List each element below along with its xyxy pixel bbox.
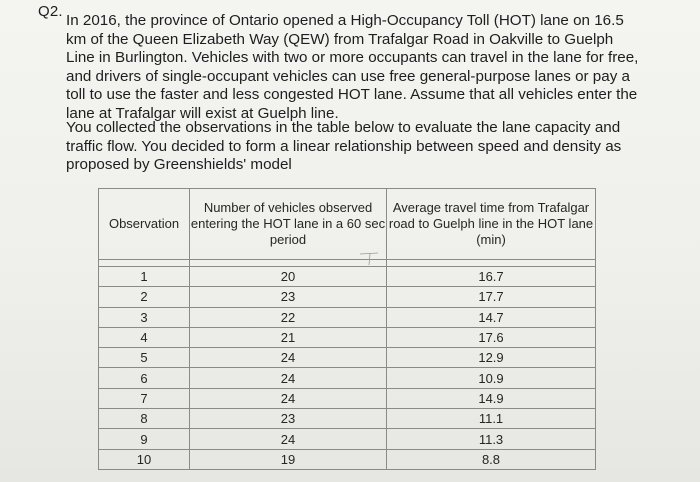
cell-travel-time: 17.7 — [387, 287, 596, 307]
cell-travel-time: 12.9 — [387, 348, 596, 368]
cell-travel-time: 8.8 — [387, 449, 596, 469]
table-row — [99, 409, 596, 429]
cell-travel-time: 14.9 — [387, 388, 596, 408]
cell-observation: 4 — [99, 327, 190, 347]
table-row — [99, 348, 596, 368]
cell-observation: 7 — [99, 388, 190, 408]
pencil-mark-icon — [358, 252, 380, 266]
table-row — [99, 368, 596, 388]
table-row — [99, 327, 596, 347]
table-header-row — [99, 189, 596, 260]
cell-observation: 6 — [99, 368, 190, 388]
cell-travel-time: 11.3 — [387, 429, 596, 449]
table-row — [99, 267, 596, 287]
cell-travel-time: 14.7 — [387, 307, 596, 327]
table-row — [99, 287, 596, 307]
cell-vehicle-count: 22 — [190, 307, 387, 327]
cell-observation: 3 — [99, 307, 190, 327]
cell-vehicle-count: 23 — [190, 287, 387, 307]
header-travel-time: Average travel time from Trafalgar road to Guelph line in the HOT lane (min) — [387, 189, 596, 260]
cell-travel-time: 11.1 — [387, 409, 596, 429]
cell-vehicle-count: 24 — [190, 388, 387, 408]
cell-vehicle-count: 20 — [190, 267, 387, 287]
table-row — [99, 388, 596, 408]
cell-travel-time: 16.7 — [387, 267, 596, 287]
header-vehicle-count: Number of vehicles observed entering the HOT lane in a 60 sec period — [190, 189, 387, 260]
problem-task-paragraph: You collected the observations in the table below to evaluate the lane capacity and traffic flow. You decided to form a linear relationship between speed and density as proposed by Greenshields' model — [66, 119, 622, 174]
header-observation: Observation — [99, 189, 190, 260]
table-spacer-row — [99, 260, 596, 267]
cell-observation: 5 — [99, 348, 190, 368]
question-number: Q2. — [38, 3, 63, 20]
cell-vehicle-count: 24 — [190, 368, 387, 388]
observations-table-container — [98, 188, 596, 470]
cell-vehicle-count: 21 — [190, 327, 387, 347]
cell-observation: 9 — [99, 429, 190, 449]
table-row — [99, 449, 596, 469]
problem-context-paragraph: In 2016, the province of Ontario opened a High-Occupancy Toll (HOT) lane on 16.5 km of the Queen Elizabeth Way (QEW) from Trafalgar Road in Oakville to Guelph Line in Burlington. Vehicles with two or more occupants can travel in the lane for free, and drivers of single-occupant vehicles can use free general-purpose lanes or pay a toll to use the faster and less congested HOT lane. Assume that all vehicles enter the lane at Trafalgar will exist at Guelph line. — [66, 12, 639, 122]
cell-vehicle-count: 19 — [190, 449, 387, 469]
table-row — [99, 429, 596, 449]
cell-observation: 1 — [99, 267, 190, 287]
cell-vehicle-count: 24 — [190, 429, 387, 449]
observations-table — [98, 188, 596, 470]
cell-travel-time: 10.9 — [387, 368, 596, 388]
cell-vehicle-count: 23 — [190, 409, 387, 429]
cell-observation: 10 — [99, 449, 190, 469]
cell-observation: 8 — [99, 409, 190, 429]
cell-travel-time: 17.6 — [387, 327, 596, 347]
cell-observation: 2 — [99, 287, 190, 307]
table-row — [99, 307, 596, 327]
cell-vehicle-count: 24 — [190, 348, 387, 368]
